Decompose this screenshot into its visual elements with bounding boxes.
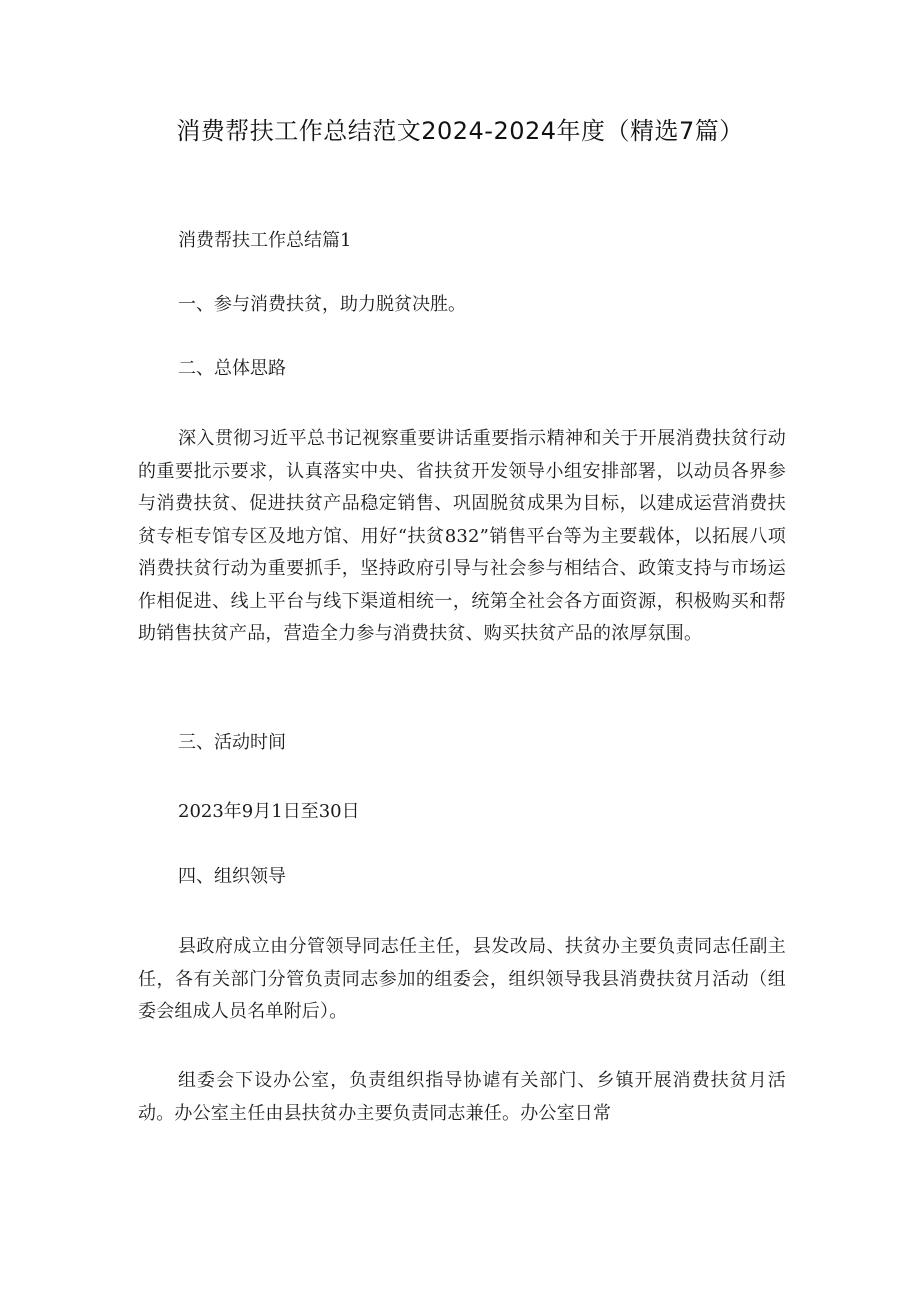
paragraph-overall-approach: 深入贯彻习近平总书记视察重要讲话重要指示精神和关于开展消费扶贫行动的重要批示要求，认真落实中央、省扶贫开发领导小组安排部署，以动员各界参与消费扶贫、促进扶贫产品稳定销售、巩固脱贫成果为目标，以建成运营消费扶贫专柜专馆专区及地方馆、用好“扶贫832”销售平台等为主要载体，以拓展八项消费扶贫行动为重要抓手，坚持政府引导与社会参与相结合、政策支持与市场运作相促进、线上平台与线下渠道相统一，统第全社会各方面资源，积极购买和帮助销售扶贫产品，营造全力参与消费扶贫、购买扶贫产品的浓厚氛围。	[138, 428, 786, 644]
heading-item-2: 二、总体思路	[178, 358, 286, 379]
paragraph-office: 组委会下设办公室，负责组织指导协谑有关部门、乡镇开展消费扶贫月活动。办公室主任由县扶贫办主要负责同志兼任。办公室日常	[138, 1070, 786, 1124]
heading-item-4: 四、组织领导	[178, 866, 286, 887]
heading-item-3: 三、活动时间	[178, 732, 286, 753]
document-title: 消费帮扶工作总结范文2024-2024年度（精选7篇）	[176, 117, 744, 145]
paragraph-organization: 县政府成立由分管领导同志任主任，县发改局、扶贫办主要负责同志任副主任，各有关部门分管负责同志参加的组委会，组织领导我县消费扶贫月活动（组委会组成人员名单附后）。	[138, 936, 786, 1022]
activity-date: 2023年9月1日至30日	[178, 801, 360, 822]
heading-item-1: 一、参与消费扶贫，助力脱贫决胜。	[178, 294, 466, 315]
section-heading: 消费帮扶工作总结篇1	[178, 230, 352, 251]
